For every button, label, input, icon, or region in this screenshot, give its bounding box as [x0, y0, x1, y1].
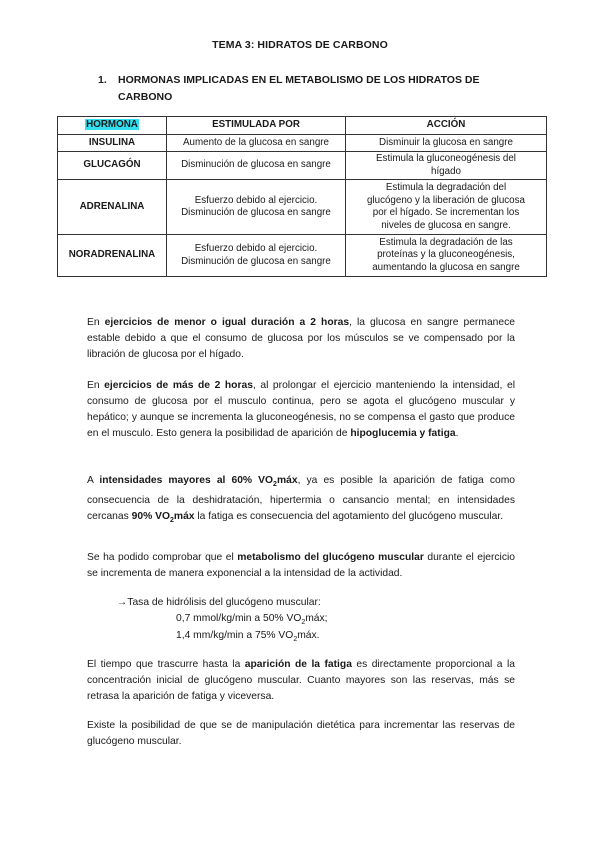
paragraph-short-exercise [87, 315, 515, 363]
text-run: Existe la posibilidad de que se de manipulación dietética para incrementar las reservas de glucógeno muscular. [87, 720, 515, 747]
stimulus-cell [167, 135, 346, 152]
text-run: En [87, 380, 105, 391]
action-cell [346, 180, 547, 235]
table-row [58, 135, 547, 152]
section-number: 1. [98, 74, 107, 86]
column-header-hormone: HORMONA [58, 117, 167, 135]
text-run: , la glucosa en sangre permanece estable debido a que el consumo de glucosa por los músculos se ve compensado por la libración de glucosa por el hígado. [87, 317, 515, 360]
text-run: Se ha podido comprobar que el [87, 552, 238, 563]
text-run: , al prolongar el ejercicio manteniendo la intensidad, el consumo de glucosa por el musculo continua, pero se agota el glucógeno muscular y hepático; y aunque se incrementa la gluconeogénesis, no se compensa el gasto que produce en el musculo. Esto genera la posibilidad de aparición de [87, 380, 515, 439]
text-run: . [455, 428, 459, 439]
bold-run: hipoglucemia y fatiga [350, 428, 456, 439]
bold-run: ejercicios de más de 2 horas [104, 380, 253, 391]
action-line: Estimula la degradación del [385, 182, 507, 193]
table-row [58, 180, 547, 235]
stimulus-line: Disminución de glucosa en sangre [181, 207, 331, 218]
stimulus-line: Disminución de glucosa en sangre [181, 159, 331, 171]
hormone-cell: ADRENALINA [58, 180, 167, 235]
bold-run: metabolismo del glucógeno muscular [237, 552, 424, 563]
stimulus-line: Disminución de glucosa en sangre [181, 255, 331, 267]
section-heading [98, 72, 518, 106]
action-cell [346, 235, 547, 277]
text-run: la fatiga es consecuencia del agotamiento del glucógeno muscular. [194, 511, 504, 523]
paragraph-intensity [87, 473, 515, 529]
stimulus-cell [167, 180, 346, 235]
hormones-table [57, 116, 547, 277]
text-run: En [87, 317, 105, 328]
paragraph-dietary [87, 718, 515, 750]
action-line: por el hígado. Se incrementan los [372, 207, 520, 218]
text-run: A [87, 475, 100, 486]
hormone-cell: NORADRENALINA [58, 235, 167, 277]
action-line: glucógeno y la liberación de glucosa [367, 194, 525, 206]
table-row [58, 235, 547, 277]
text-run: El tiempo que trascurre hasta la [87, 659, 245, 670]
stimulus-line: Esfuerzo debido al ejercicio. [194, 194, 318, 206]
action-line: aumentando la glucosa en sangre [372, 261, 520, 273]
bold-run: ejercicios de menor o igual duración a 2 horas [104, 317, 350, 328]
action-cell [346, 152, 547, 180]
bold-run: 90% $VO_2máx$ [131, 511, 195, 525]
bold-run: aparición de la fatiga [244, 659, 352, 670]
rate-label: →Tasa de hidrólisis del glucógeno muscular: [117, 597, 321, 608]
stimulus-line: Aumento de la glucosa en sangre [183, 136, 329, 148]
hormone-cell: GLUCAGÓN [58, 152, 167, 180]
action-line: proteínas y la gluconeogénesis, [377, 249, 515, 261]
hormone-cell: INSULINA [58, 135, 167, 152]
stimulus-cell [167, 235, 346, 277]
text-run: , ya es posible la aparición de fatiga como consecuencia de la deshidratación, hipertermia o cansancio mental; en intensidades cercanas [87, 475, 515, 523]
paragraph-long-exercise [87, 378, 515, 442]
bold-run: intensidades mayores al 60% $VO_2máx$ [99, 475, 298, 489]
action-line: hígado [431, 165, 461, 177]
section-text: HORMONAS IMPLICADAS EN EL METABOLISMO DE LOS HIDRATOS DE CARBONO [118, 74, 480, 103]
table-header-row [58, 117, 547, 135]
paragraph-glycogen-metabolism [87, 550, 515, 582]
action-line: Disminuir la glucosa en sangre [379, 136, 513, 148]
text-run: es directamente proporcional a la concentración inicial de glucógeno muscular. Cuanto mayores son las reservas, más se retrasa la aparición de fatiga y viceversa. [87, 659, 515, 702]
column-header-stimulus: ESTIMULADA POR [167, 117, 346, 135]
action-line: niveles de glucosa en sangre. [381, 219, 511, 231]
page-title: TEMA 3: HIDRATOS DE CARBONO [212, 39, 388, 51]
action-line: Estimula la degradación de las [379, 236, 513, 248]
column-header-action: ACCIÓN [346, 117, 547, 135]
action-line: Estimula la gluconeogénesis del [376, 153, 516, 164]
paragraph-fatigue [87, 657, 515, 705]
stimulus-line: Esfuerzo debido al ejercicio. [194, 243, 318, 254]
rate-line-2: 1,4 mm/kg/min a 75% $VO_2máx$. [176, 630, 320, 644]
rate-line-1: 0,7 mmol/kg/min a 50% $VO_2máx$; [176, 613, 328, 627]
stimulus-cell [167, 152, 346, 180]
text-run: durante el ejercicio se incrementa de manera exponencial a la intensidad de la actividad. [87, 552, 515, 579]
action-cell [346, 135, 547, 152]
table-row [58, 152, 547, 180]
